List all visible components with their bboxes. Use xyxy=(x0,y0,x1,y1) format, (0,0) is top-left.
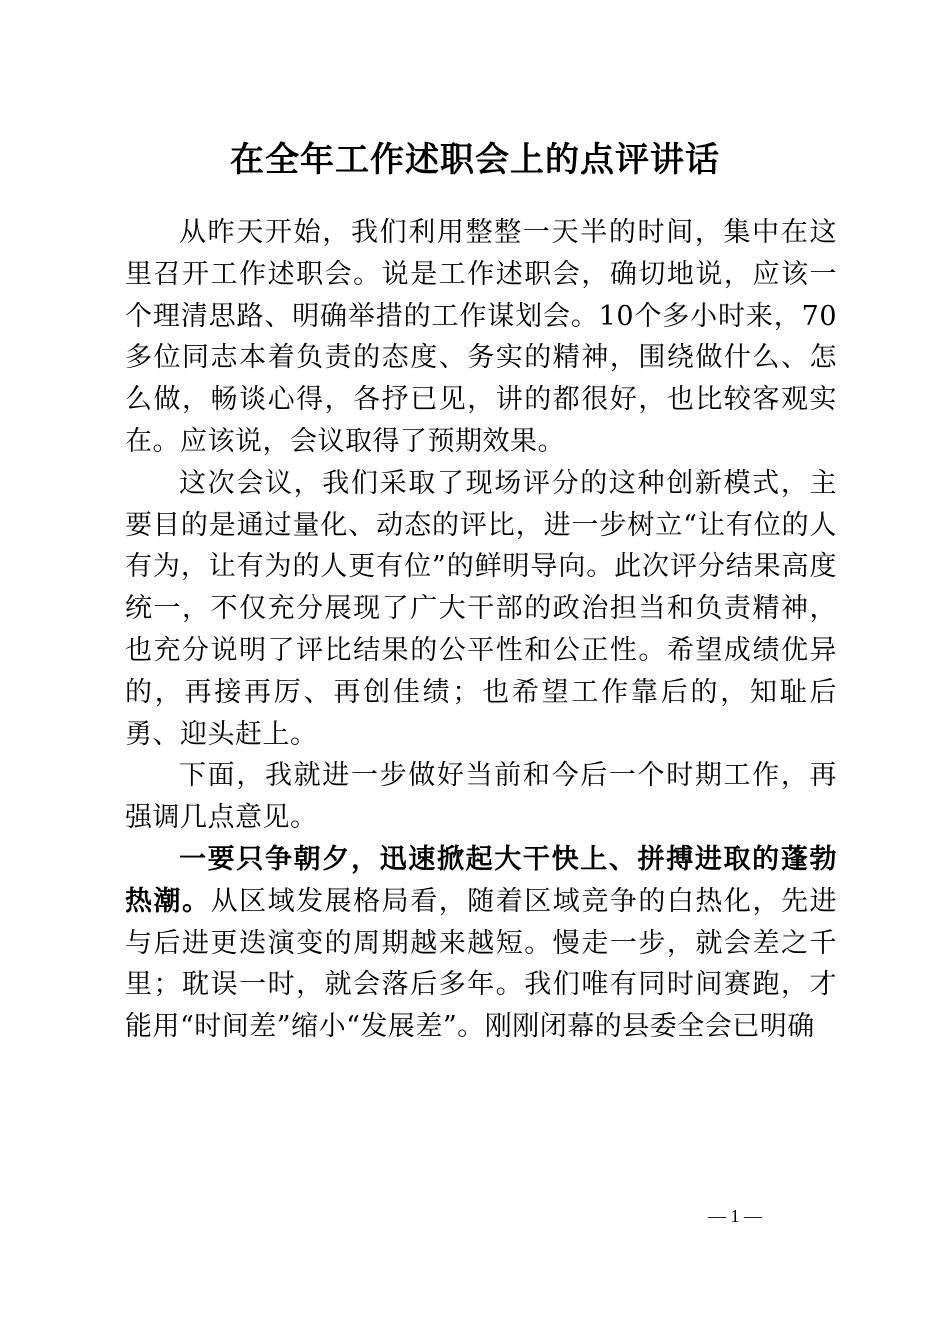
paragraph-3-text: 下面，我就进一步做好当前和今后一个时期工作，再强调几点意见。 xyxy=(125,760,837,834)
paragraph-3 xyxy=(125,755,837,839)
paragraph-1-text: 从昨天开始，我们利用整整一天半的时间，集中在这里召开工作述职会。说是工作述职会，确切地说，应该一个理清思路、明确举措的工作谋划会。10个多小时来，70多位同志本着负责的态度、务实的精神，围绕做什么、怎么做，畅谈心得，各抒已见，讲的都很好，也比较客观实在。应该说，会议取得了预期效果。 xyxy=(125,217,837,457)
page-number: — 1 — xyxy=(708,1206,762,1226)
paragraph-4-text: 从区域发展格局看，随着区域竞争的白热化，先进与后进更迭演变的周期越来越短。慢走一步，就会差之千里；耽误一时，就会落后多年。我们唯有同时间赛跑，才能用“时间差”缩小“发展差”。刚刚闭幕的县委全会已明确 xyxy=(125,885,837,1043)
document-body xyxy=(125,212,837,1048)
document-title: 在全年工作述职会上的点评讲话 xyxy=(230,140,720,180)
paragraph-2 xyxy=(125,463,837,756)
paragraph-4-heading: 一要只争朝夕，迅速掀起大干快上、拼搏进取的蓬勃 热潮。 xyxy=(125,843,837,917)
paragraph-1 xyxy=(125,212,837,463)
paragraph-4 xyxy=(125,839,837,1048)
paragraph-2-text: 这次会议，我们采取了现场评分的这种创新模式，主要目的是通过量化、动态的评比，进一步树立“让有位的人有为，让有为的人更有位”的鲜明导向。此次评分结果高度统一，不仅充分展现了广大干部的政治担当和负责精神，也充分说明了评比结果的公平性和公正性。希望成绩优异的，再接再厉、再创佳绩；也希望工作靠后的，知耻后勇、迎头赶上。 xyxy=(125,467,837,750)
